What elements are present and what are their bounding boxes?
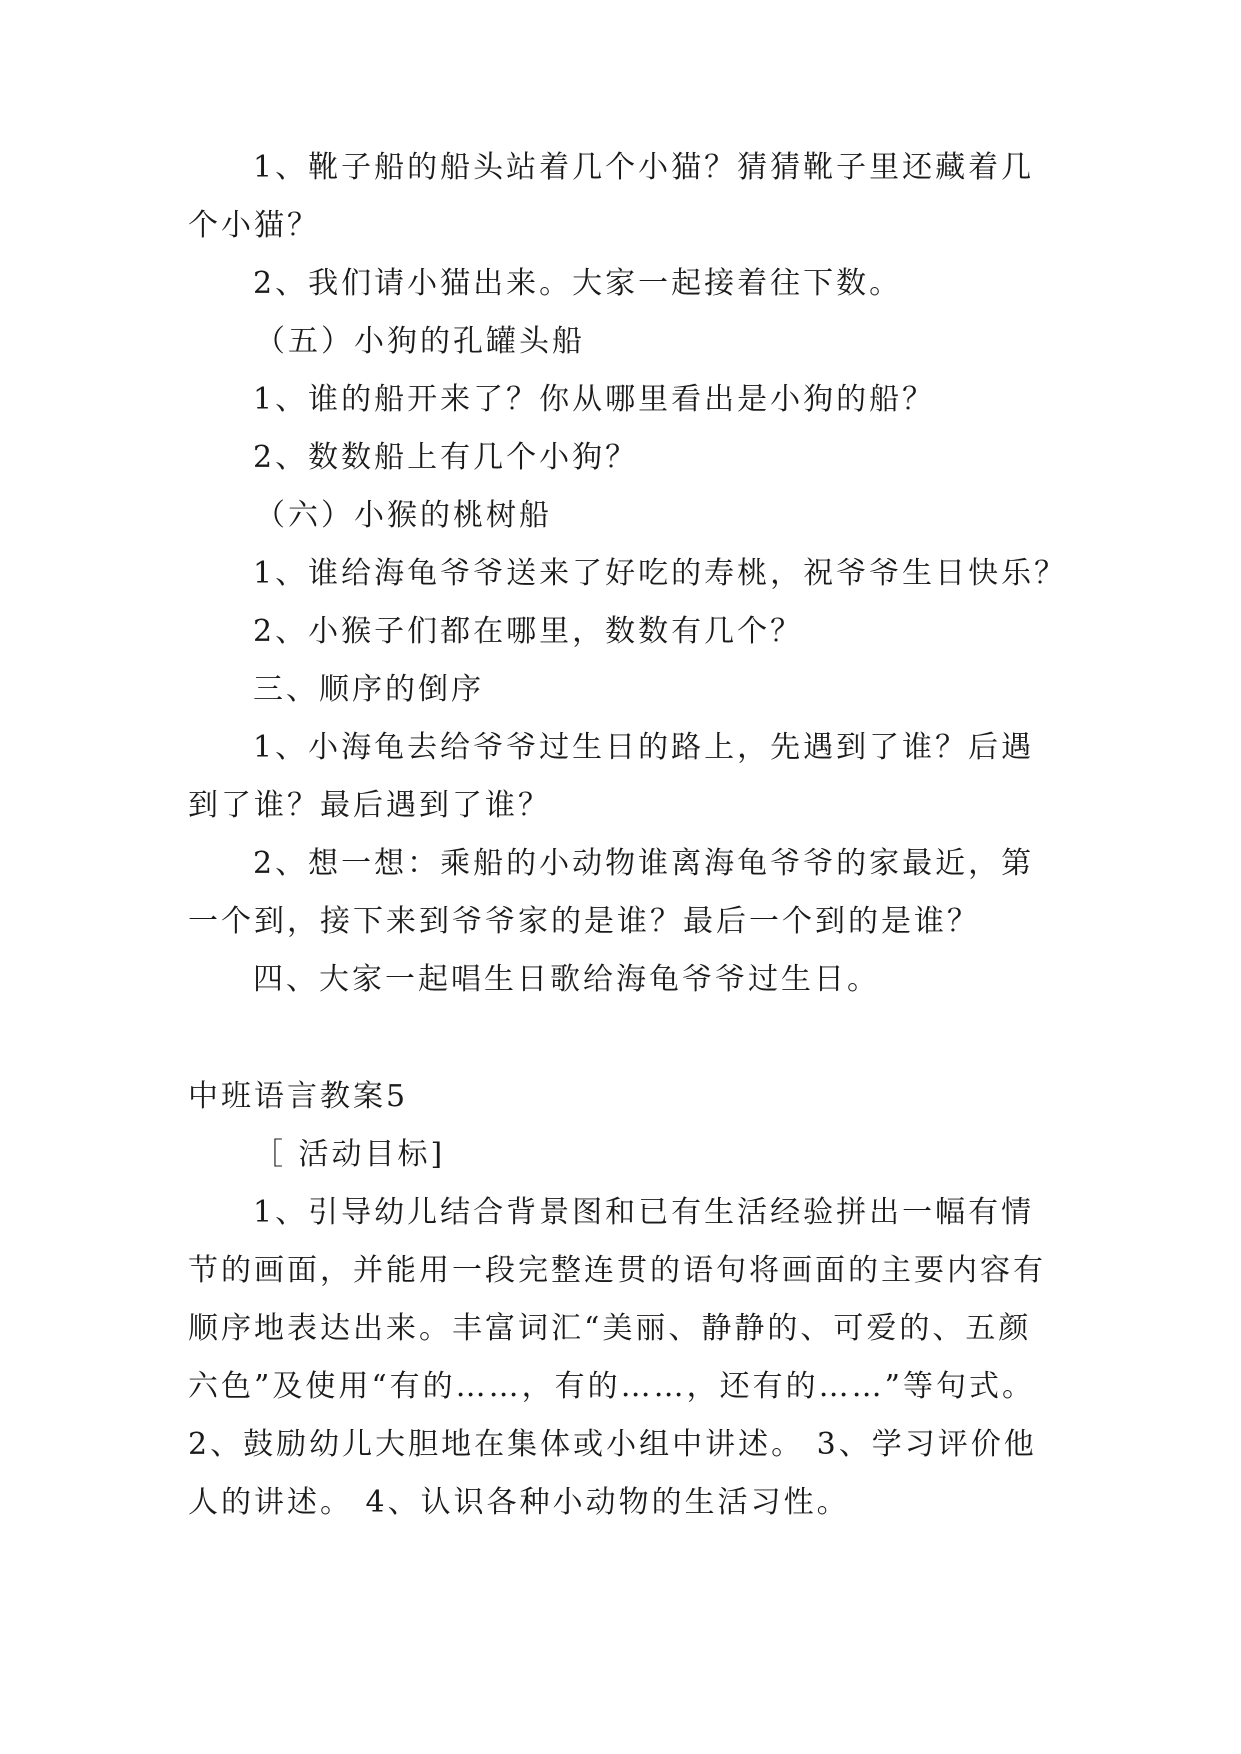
text-line: 个小猫？ <box>188 208 320 243</box>
text-line: 节的画面，并能用一段完整连贯的语句将画面的主要内容有 <box>188 1253 1046 1288</box>
text-line: 一个到，接下来到爷爷家的是谁？最后一个到的是谁？ <box>188 904 980 939</box>
text-line: 四、大家一起唱生日歌给海龟爷爷过生日。 <box>253 962 880 997</box>
section-heading: （六）小猴的桃树船 <box>255 498 552 533</box>
text-line: 1、靴子船的船头站着几个小猫？猜猜靴子里还藏着几 <box>253 150 1035 185</box>
text-line: 六色”及使用“有的……，有的……，还有的……”等句式。 <box>188 1369 1036 1404</box>
text-line: 2、我们请小猫出来。大家一起接着往下数。 <box>253 266 903 301</box>
text-line: 到了谁？最后遇到了谁？ <box>188 788 551 823</box>
text-line: 2、数数船上有几个小狗？ <box>253 440 639 475</box>
text-line: 1、小海龟去给爷爷过生日的路上，先遇到了谁？后遇 <box>253 730 1035 765</box>
section-heading: 三、顺序的倒序 <box>253 672 484 707</box>
text-line: 1、谁的船开来了？你从哪里看出是小狗的船？ <box>253 382 936 417</box>
text-line: 顺序地表达出来。丰富词汇“美丽、静静的、可爱的、五颜 <box>188 1311 1032 1346</box>
section-heading: （五）小狗的孔罐头船 <box>255 324 585 359</box>
text-line: 1、引导幼儿结合背景图和已有生活经验拼出一幅有情 <box>253 1195 1035 1230</box>
text-line: 2、小猴子们都在哪里，数数有几个？ <box>253 614 804 649</box>
text-line: 2、想一想：乘船的小动物谁离海龟爷爷的家最近，第 <box>253 846 1035 881</box>
text-line: 1、谁给海龟爷爷送来了好吃的寿桃，祝爷爷生日快乐？ <box>253 556 1068 591</box>
section-heading: ［ 活动目标] <box>253 1137 446 1172</box>
text-line: 人的讲述。 4、认识各种小动物的生活习性。 <box>188 1485 850 1520</box>
document-title: 中班语言教案5 <box>188 1079 409 1114</box>
text-line: 2、鼓励幼儿大胆地在集体或小组中讲述。 3、学习评价他 <box>188 1427 1037 1462</box>
